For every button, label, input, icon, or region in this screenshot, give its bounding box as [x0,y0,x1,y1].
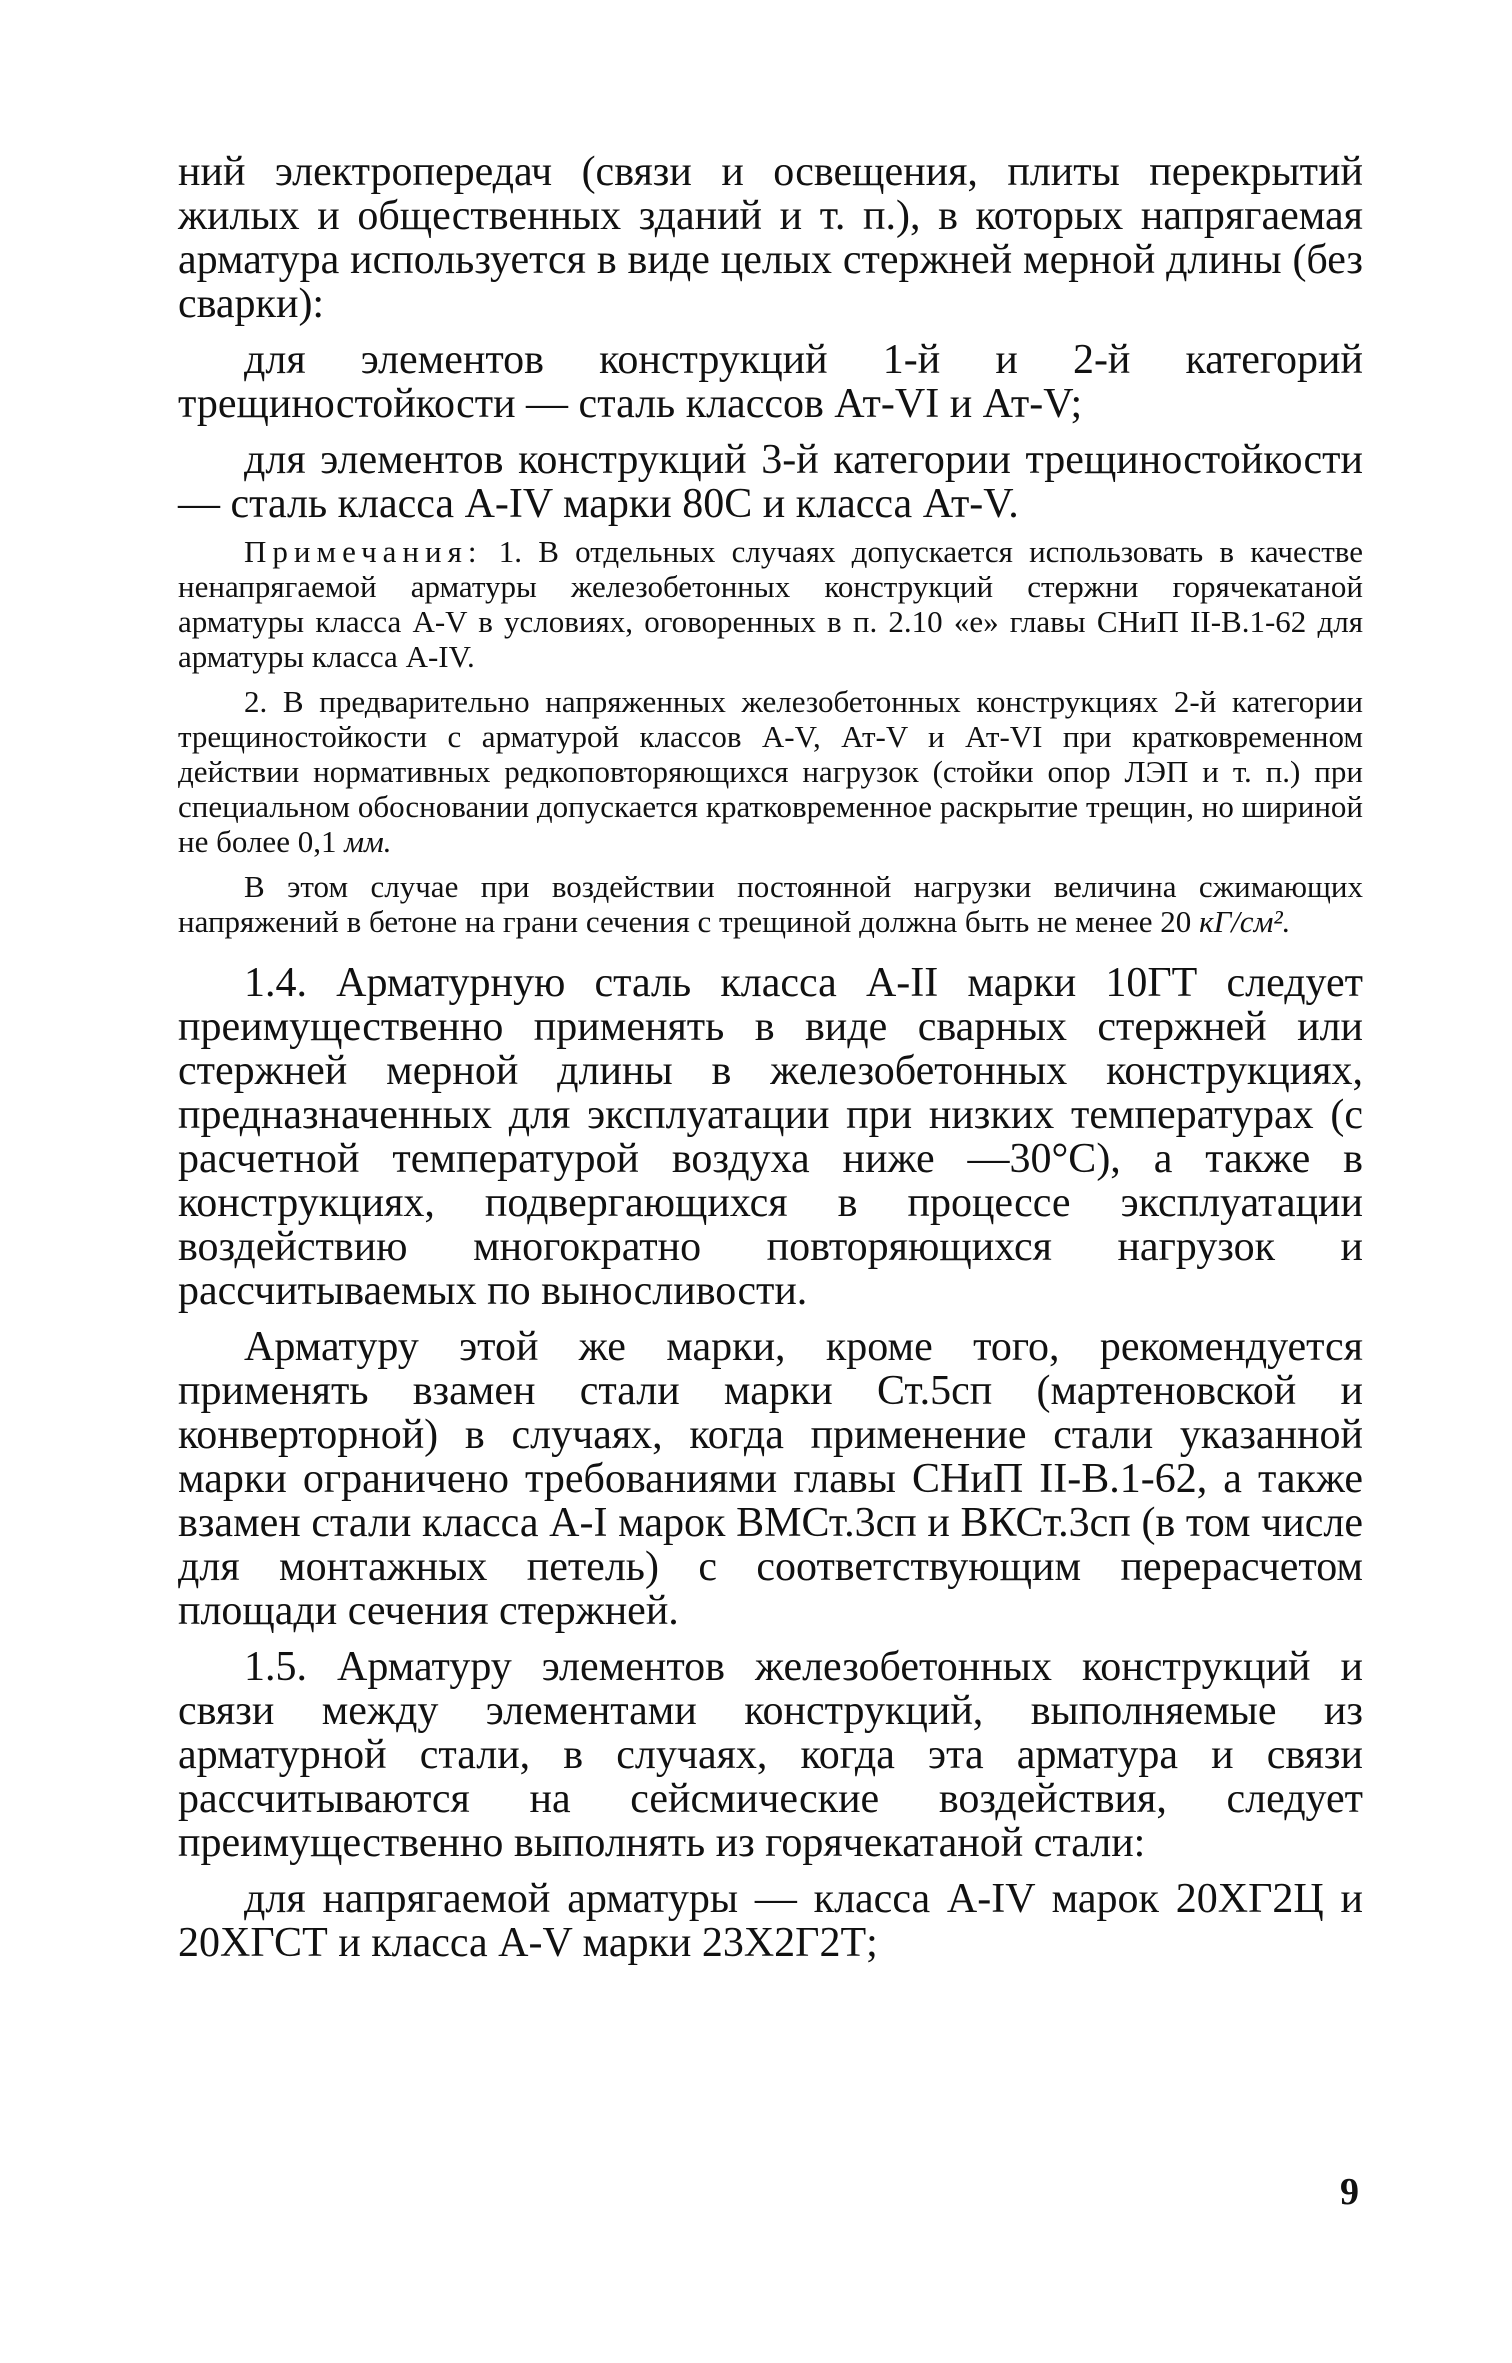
paragraph-continuation: ний электропередач (связи и освещения, плиты перекрытий жилых и общественных зданий и т. п.), в которых напрягаемая арматура используется в виде целых стержней мерной длины (без сварки): [178,149,1363,327]
paragraph-categories-1-2: для элементов конструкций 1-й и 2-й категорий трещиностойкости — сталь классов Ат-VI и Ат-V; [178,337,1363,427]
document-page [178,150,1363,1965]
note-3-text: В этом случае при воздействии постоянной нагрузки величина сжимающих напряжений в бетоне на грани сечения с трещиной должна быть не менее 20 [178,869,1363,939]
section-1-5: 1.5. Арматуру элементов железобетонных конструкций и связи между элементами конструкций, выполняемые из арматурной стали, в случаях, когда эта арматура и связи рассчитываются на сейсмические воздействия, следует преимущественно выполнять из горячекатаной стали: [178,1644,1363,1866]
page-number: 9 [1340,2171,1359,2213]
note-1-text: 1. В отдельных случаях допускается использовать в качестве ненапрягаемой арматуры железобетонных конструкций стержни горячекатаной арматуры класса А-V в условиях, оговоренных в п. 2.10 «е» главы СНиП II-В.1-62 для арматуры класса А-IV. [178,534,1363,674]
notes-block [178,534,1363,939]
section-1-4-continued: Арматуру этой же марки, кроме того, рекомендуется применять взамен стали марки Ст.5сп (мартеновской и конверторной) в случаях, когда применение стали указанной марки ограничено требованиями главы СНиП II-В.1-62, а также взамен стали класса А-I марок ВМСт.3сп и ВКСт.3сп (в том числе для монтажных петель) с соответствующим перерасчетом площади сечения стержней. [178,1324,1363,1634]
notes-label: Примечания: [244,534,483,569]
section-1-5-list-item: для напрягаемой арматуры — класса А-IV марок 20ХГ2Ц и 20ХГСТ и класса А-V марки 23Х2Г2Т; [178,1876,1363,1966]
note-2-text: 2. В предварительно напряженных железобетонных конструкциях 2-й категории трещиностойкости с арматурой классов А-V, Ат-V и Ат-VI при кратковременном действии нормативных редкоповторяющихся нагрузок (стойки опор ЛЭП и т. п.) при специальном обосновании допускается кратковременное раскрытие трещин, но шириной не более 0,1 [178,684,1363,859]
note-2-unit: мм. [344,824,392,859]
note-2 [178,684,1363,859]
section-1-4: 1.4. Арматурную сталь класса А-II марки 10ГТ следует преимущественно применять в виде сварных стержней или стержней мерной длины в железобетонных конструкциях, предназначенных для эксплуатации при низких температурах (с расчетной температурой воздуха ниже —30°С), а также в конструкциях, подвергающихся в процессе эксплуатации воздействию многократно повторяющихся нагрузок и рассчитываемых по выносливости. [178,960,1363,1314]
note-1 [178,534,1363,674]
paragraph-category-3: для элементов конструкций 3-й категории трещиностойкости — сталь класса А-IV марки 80С и класса Ат-V. [178,437,1363,527]
note-3-unit: кГ/см². [1199,904,1291,939]
note-3 [178,869,1363,939]
